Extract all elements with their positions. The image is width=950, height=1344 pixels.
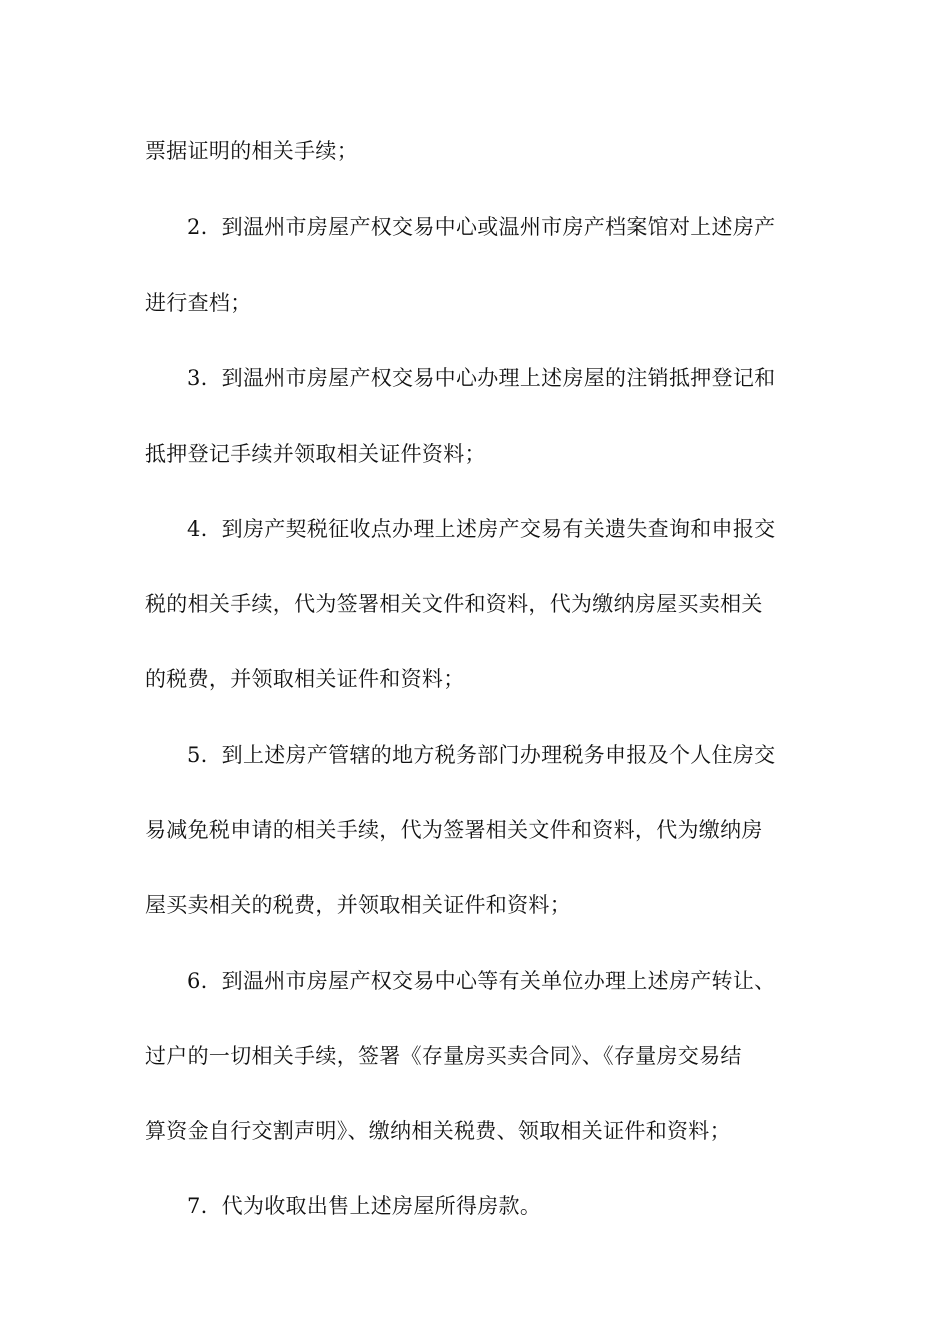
line-text: 到温州市房屋产权交易中心办理上述房屋的注销抵押登记和 bbox=[221, 366, 776, 390]
line-text: 抵押登记手续并领取相关证件资料； bbox=[145, 442, 486, 466]
list-item-5-line-3 bbox=[145, 891, 815, 919]
list-item-6-line-3 bbox=[145, 1117, 815, 1145]
line-text: 到房产契税征收点办理上述房产交易有关遗失查询和申报交 bbox=[221, 517, 776, 541]
list-item-5-line-2 bbox=[145, 816, 815, 844]
list-item-4-line-2 bbox=[145, 590, 815, 618]
line-text: 票据证明的相关手续； bbox=[145, 139, 358, 163]
line-text: 过户的一切相关手续，签署《存量房买卖合同》、《存量房交易结 bbox=[145, 1044, 742, 1068]
list-number: 6. bbox=[187, 969, 208, 993]
line-text: 到温州市房屋产权交易中心等有关单位办理上述房产转让、 bbox=[221, 969, 776, 993]
list-number: 7. bbox=[187, 1194, 208, 1218]
line-text: 屋买卖相关的税费，并领取相关证件和资料； bbox=[145, 893, 571, 917]
list-number: 2. bbox=[187, 215, 208, 239]
list-item-3-line-2 bbox=[145, 440, 815, 468]
line-text: 到温州市房屋产权交易中心或温州市房产档案馆对上述房产 bbox=[221, 215, 776, 239]
list-item-4-line-1 bbox=[187, 515, 857, 543]
list-number: 3. bbox=[187, 366, 208, 390]
list-number: 5. bbox=[187, 743, 208, 767]
list-item-4-line-3 bbox=[145, 665, 815, 693]
list-item-2-line-2 bbox=[145, 289, 815, 317]
list-item-2-line-1 bbox=[187, 213, 857, 241]
line-text: 易减免税申请的相关手续，代为签署相关文件和资料，代为缴纳房 bbox=[145, 818, 763, 842]
line-text: 到上述房产管辖的地方税务部门办理税务申报及个人住房交 bbox=[221, 743, 776, 767]
line-text: 代为收取出售上述房屋所得房款。 bbox=[221, 1194, 542, 1218]
list-item-6-line-2 bbox=[145, 1042, 815, 1070]
line-text: 算资金自行交割声明》、缴纳相关税费、领取相关证件和资料； bbox=[145, 1119, 731, 1143]
list-item-7-line-1 bbox=[187, 1192, 857, 1220]
list-number: 4. bbox=[187, 517, 208, 541]
line-text: 的税费，并领取相关证件和资料； bbox=[145, 667, 465, 691]
paragraph-continuation-line bbox=[145, 137, 815, 165]
line-text: 进行查档； bbox=[145, 291, 252, 315]
list-item-5-line-1 bbox=[187, 741, 857, 769]
line-text: 税的相关手续，代为签署相关文件和资料，代为缴纳房屋买卖相关 bbox=[145, 592, 763, 616]
list-item-6-line-1 bbox=[187, 967, 857, 995]
list-item-3-line-1 bbox=[187, 364, 857, 392]
